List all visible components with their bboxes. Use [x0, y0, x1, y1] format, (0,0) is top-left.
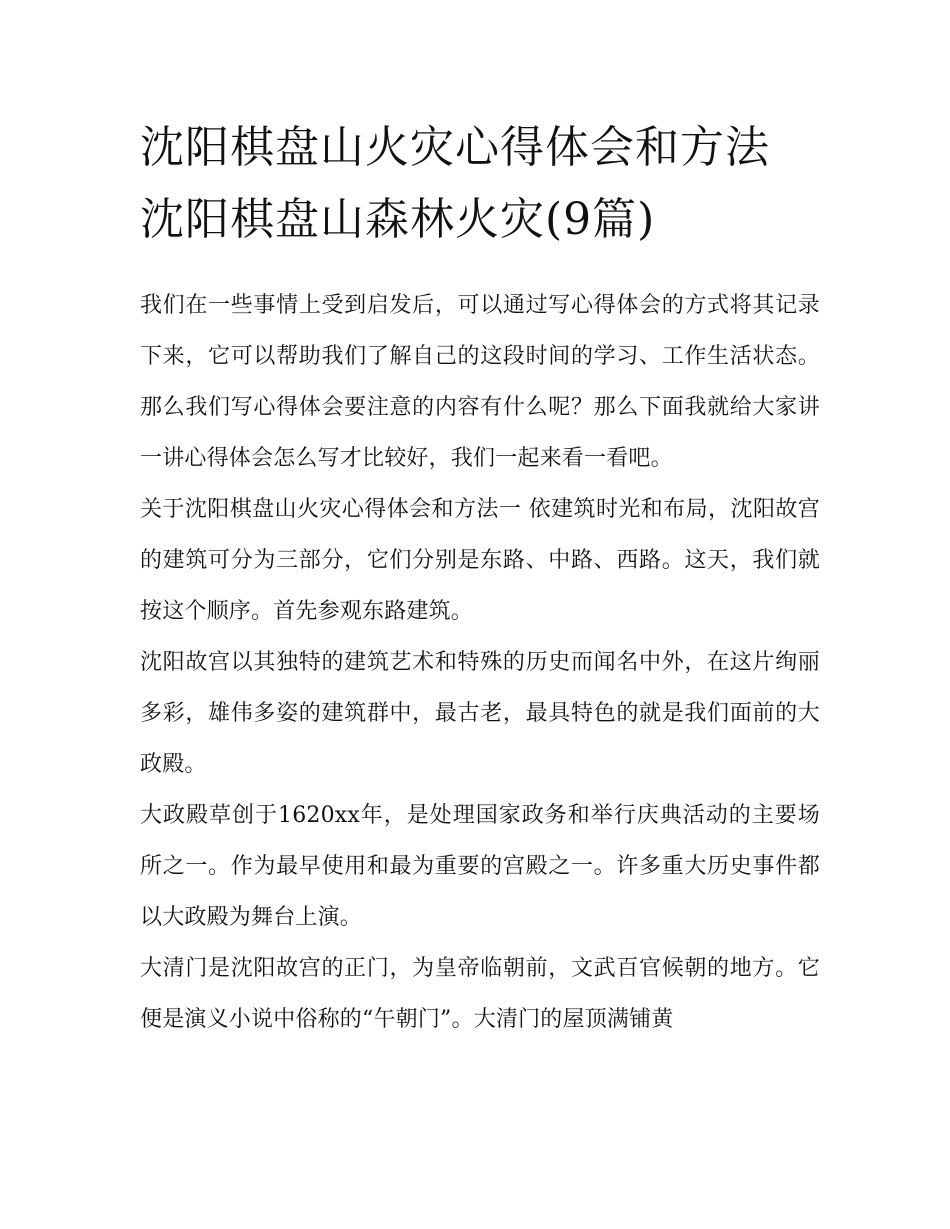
document-title: 沈阳棋盘山火灾心得体会和方法 沈阳棋盘山森林火灾(9篇) — [140, 122, 770, 245]
document-body — [140, 280, 820, 1045]
paragraph-dazheng-hall: 大政殿草创于1620xx年，是处理国家政务和举行庆典活动的主要场所之一。作为最早使用和最为重要的宫殿之一。许多重大历史事件都以大政殿为舞台上演。 — [140, 803, 820, 930]
paragraph-intro: 我们在一些事情上受到启发后，可以通过写心得体会的方式将其记录下来，它可以帮助我们了解自己的这段时间的学习、工作生活状态。那么我们写心得体会要注意的内容有什么呢？那么下面我就给大家讲一讲心得体会怎么写才比较好，我们一起来看一看吧。 — [140, 293, 820, 471]
paragraph-east-route: 关于沈阳棋盘山火灾心得体会和方法一 依建筑时光和布局，沈阳故宫的建筑可分为三部分，它们分别是东路、中路、西路。这天，我们就按这个顺序。首先参观东路建筑。 — [140, 497, 820, 624]
paragraph-palace-intro: 沈阳故宫以其独特的建筑艺术和特殊的历史而闻名中外，在这片绚丽多彩，雄伟多姿的建筑群中，最古老，最具特色的就是我们面前的大政殿。 — [140, 650, 820, 777]
paragraph-daqing-gate: 大清门是沈阳故宫的正门，为皇帝临朝前，文武百官候朝的地方。它便是演义小说中俗称的“午朝门”。大清门的屋顶满铺黄 — [140, 956, 820, 1032]
